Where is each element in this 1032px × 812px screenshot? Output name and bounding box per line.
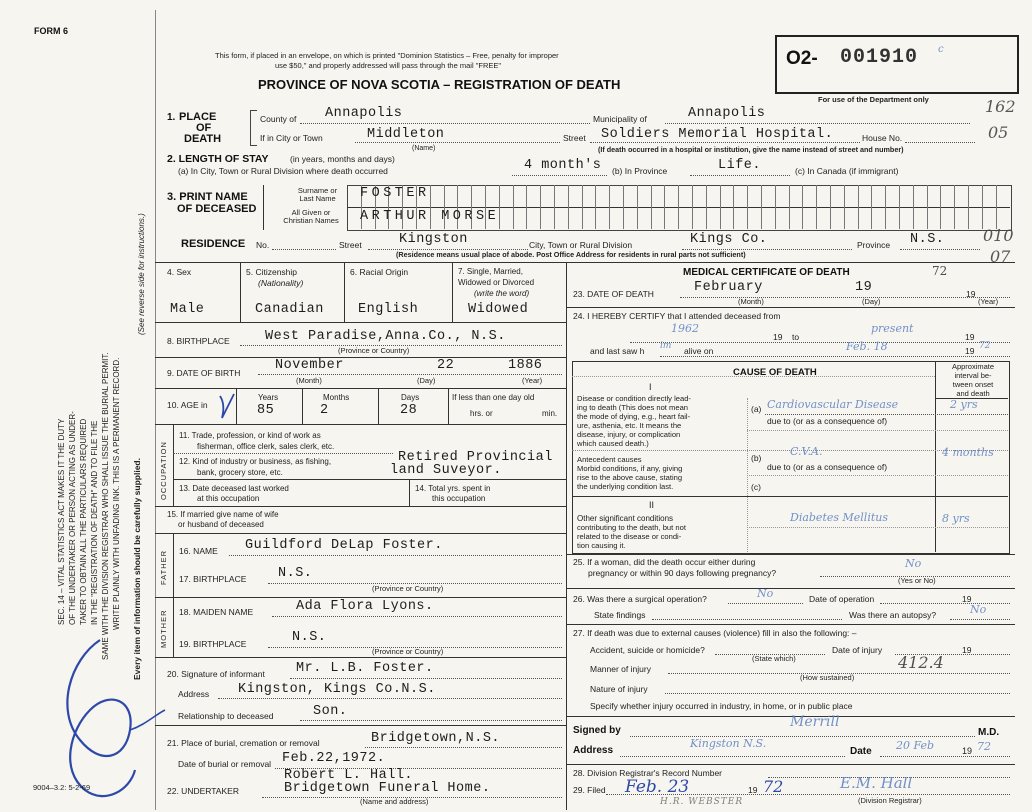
name-grid-divider <box>775 185 776 229</box>
place-num: 1. <box>167 112 176 123</box>
father-birthplace-label: 17. BIRTHPLACE <box>179 574 247 584</box>
q27-accident-label: Accident, suicide or homicide? <box>590 645 705 655</box>
envelope-note-2: use $50," and properly addressed will pass through the mail "FREE" <box>275 61 502 70</box>
name-grid-divider <box>899 185 900 229</box>
cause-b-interval: 4 months <box>942 446 994 459</box>
given-value: ARTHUR MORSE <box>360 209 500 224</box>
residence-street-value: Kingston <box>399 232 468 247</box>
side-note-4: IN THE "REGISTRATION OF DEATH" AND TO FILE THE <box>90 420 99 625</box>
dob-day: 22 <box>437 358 455 373</box>
cause-a-label: (a) <box>751 404 762 414</box>
other-label-2: contributing to the death, but not <box>577 523 686 532</box>
name-grid-divider <box>761 185 762 229</box>
medical-title: MEDICAL CERTIFICATE OF DEATH <box>683 267 850 278</box>
spouse-label-2: or husband of deceased <box>178 520 264 529</box>
q27-state-note: (State which) <box>752 654 796 663</box>
residence-province-value: N.S. <box>910 232 945 247</box>
last-saw-date: Feb. 18 <box>846 340 888 353</box>
last-saw-year: 72 <box>979 341 991 351</box>
handwritten-scribble-icon <box>30 620 170 800</box>
name-grid-divider <box>927 185 928 229</box>
name-grid-divider <box>526 185 527 229</box>
q26-label: 26. Was there a surgical operation? <box>573 594 707 604</box>
name-grid-divider <box>996 185 997 229</box>
birthplace-note: (Province or Country) <box>338 346 410 355</box>
age-months: 2 <box>320 403 329 418</box>
interval-label-2: interval be- <box>954 371 992 380</box>
father-side-label: FATHER <box>159 549 168 585</box>
residence-label: RESIDENCE <box>181 238 246 250</box>
residence-city-label: City, Town or Rural Division <box>529 240 633 250</box>
name-grid-divider <box>637 185 638 229</box>
mother-maiden-label: 18. MAIDEN NAME <box>179 607 254 617</box>
signature-year-prefix: 19 <box>962 746 973 756</box>
city-label: If in City or Town <box>260 133 323 143</box>
division-filed-year-prefix: 19 <box>748 785 758 795</box>
q27-nature-label: Nature of injury <box>590 684 648 694</box>
racial-label: 6. Racial Origin <box>350 267 409 277</box>
residence-note: (Residence means usual place of abode. Post Office Address for residents in rural parts not sufficient) <box>396 250 746 259</box>
sex-value: Male <box>170 302 205 317</box>
name-grid-divider <box>747 185 748 229</box>
name-grid-divider <box>871 185 872 229</box>
name-grid-divider <box>733 185 734 229</box>
burial-date: Feb.22,1972. <box>282 751 386 766</box>
marital-value: Widowed <box>468 302 529 317</box>
certify-label: 24. I HEREBY CERTIFY that I attended deceased from <box>573 311 781 321</box>
alive-on-label: alive on <box>684 346 714 356</box>
stay-label-note: (in years, months and days) <box>290 154 395 164</box>
name-grid-divider <box>513 185 514 229</box>
antecedent-label-2: Morbid conditions, if any, giving <box>577 464 683 473</box>
q27-year-prefix: 19 <box>962 645 972 655</box>
name-grid-divider <box>582 185 583 229</box>
side-note-1: SEC. 14 – VITAL STATISTICS ACT MAKES IT THE DUTY <box>57 418 66 625</box>
mother-birthplace-note: (Province or Country) <box>372 647 444 656</box>
signature-date: 20 Feb <box>896 739 935 752</box>
q25-label-2: pregnancy or within 90 days following pregnancy? <box>588 568 777 578</box>
cause-b-label: (b) <box>751 453 762 463</box>
name-grid-divider <box>595 185 596 229</box>
informant-name: Mr. L.B. Foster. <box>296 661 434 676</box>
name-grid-divider <box>816 185 817 229</box>
other-label-3: related to the disease or condi- <box>577 532 682 541</box>
interval-label-4: and death <box>956 389 990 398</box>
mother-maiden: Ada Flora Lyons. <box>296 599 434 614</box>
street-label: Street <box>563 133 586 143</box>
department-mark-1: 162 <box>985 97 1016 116</box>
q25-note: (Yes or No) <box>898 576 936 585</box>
father-birthplace: N.S. <box>278 566 313 581</box>
age-label: 10. AGE in <box>167 400 208 410</box>
burial-place: Bridgetown,N.S. <box>371 731 501 746</box>
relationship-label: Relationship to deceased <box>178 711 274 721</box>
q26-findings-label: State findings <box>594 610 646 620</box>
due-to-a: due to (or as a consequence of) <box>767 416 888 426</box>
birthplace-label: 8. BIRTHPLACE <box>167 336 230 346</box>
death-day: 19 <box>855 280 873 295</box>
citizenship-label: 5. Citizenship <box>246 267 298 277</box>
side-note-6: WRITE PLAINLY WITH UNFADING INK. THIS IS A PERMANENT RECORD. <box>112 357 121 630</box>
md-label: M.D. <box>978 727 1000 738</box>
name-grid-divider <box>664 185 665 229</box>
name-grid-divider <box>858 185 859 229</box>
cause-part-2: II <box>649 500 655 510</box>
division-registrar-signature: E.M. Hall <box>840 774 913 792</box>
side-note-2: OF THE UNDERTAKER OR PERSON ACTING AS UNDER- <box>68 411 77 625</box>
department-mark-4: 07 <box>990 247 1011 266</box>
q27-sustained-note: (How sustained) <box>800 673 855 682</box>
less-than-day-label: If less than one day old <box>452 393 535 402</box>
death-year-note: (Year) <box>978 297 999 306</box>
residence-no-label: No. <box>256 240 270 250</box>
antecedent-label-3: rise to the above cause, stating <box>577 473 683 482</box>
form-code: 9004–3.2: 5-2-69 <box>33 783 91 792</box>
name-label-2: OF DECEASED <box>177 203 257 215</box>
q27-code: 412.4 <box>898 653 944 672</box>
age-years: 85 <box>257 403 275 418</box>
sex-label: 4. Sex <box>167 267 192 277</box>
occupation-side-label: OCCUPATION <box>159 441 168 500</box>
q26-date-label: Date of operation <box>809 594 875 604</box>
name-grid-divider <box>568 185 569 229</box>
given-label: All Given or Christian Names <box>283 208 339 226</box>
form-label: FORM 6 <box>34 26 69 36</box>
department-use-note: For use of the Department only <box>818 95 929 104</box>
hrs-label: hrs. or <box>470 409 493 418</box>
other-interval: 8 yrs <box>942 512 970 525</box>
dob-month: November <box>275 358 344 373</box>
place-label-2: OF <box>196 122 212 134</box>
name-grid-divider <box>692 185 693 229</box>
signed-by-label: Signed by <box>573 725 621 736</box>
name-grid-divider <box>802 185 803 229</box>
total-years-label-1: 14. Total yrs. spent in <box>415 484 491 493</box>
residence-province-label: Province <box>857 240 891 250</box>
name-grid-divider <box>609 185 610 229</box>
name-grid-divider <box>623 185 624 229</box>
racial-value: English <box>358 302 419 317</box>
name-grid-divider <box>678 185 679 229</box>
name-grid-divider <box>720 185 721 229</box>
side-note-5: SAME WITH THE DIVISION REGISTRAR WHO SHALL ISSUE THE BURIAL PERMIT. <box>101 352 110 660</box>
name-grid-divider <box>885 185 886 229</box>
attend-from: 1962 <box>671 322 699 335</box>
q26-autopsy-label: Was there an autopsy? <box>849 610 937 620</box>
signature-year: 72 <box>977 740 991 753</box>
citizenship-note: (Nationality) <box>258 278 304 288</box>
street-value: Soldiers Memorial Hospital. <box>601 127 834 142</box>
name-label-1: 3. PRINT NAME <box>167 191 248 203</box>
residence-city-value: Kings Co. <box>690 232 768 247</box>
q26-autopsy-value: No <box>970 603 987 616</box>
disease-label-4: ure, asthenia, etc. It means the <box>577 421 682 430</box>
interval-label-1: Approximate <box>951 362 995 371</box>
bottom-signature: H.R. WEBSTER <box>660 797 744 807</box>
trade-label-1: 11. Trade, profession, or kind of work as <box>179 431 321 440</box>
stay-city-value: 4 month's <box>524 158 602 173</box>
months-label: Months <box>323 393 350 402</box>
father-name: Guildford DeLap Foster. <box>245 538 443 553</box>
spouse-label-1: 15. If married give name of wife <box>167 510 279 519</box>
undertaker-note: (Name and address) <box>360 797 429 806</box>
name-grid-divider <box>913 185 914 229</box>
burial-label: 21. Place of burial, cremation or removal <box>167 738 320 748</box>
division-filed-label: 29. Filed <box>573 785 606 795</box>
division-filed-date: Feb. 23 <box>625 777 690 797</box>
cause-a-interval: 2 yrs <box>950 398 978 411</box>
due-to-b: due to (or as a consequence of) <box>767 462 888 472</box>
county-value: Annapolis <box>325 106 403 121</box>
dob-year: 1886 <box>508 358 543 373</box>
q27-injury-date-label: Date of injury <box>832 645 883 655</box>
side-note-see-reverse: (See reverse side for instructions.) <box>137 213 146 335</box>
informant-address: Kingston, Kings Co.N.S. <box>238 682 436 697</box>
industry-label-2: bank, grocery store, etc. <box>197 468 283 477</box>
name-grid-divider <box>651 185 652 229</box>
name-grid-divider <box>830 185 831 229</box>
mother-birthplace-label: 19. BIRTHPLACE <box>179 639 247 649</box>
disease-label-1: Disease or condition directly lead- <box>577 394 691 403</box>
last-worked-label-2: at this occupation <box>197 494 260 503</box>
mother-birthplace: N.S. <box>292 630 327 645</box>
department-mark-3: 010 <box>983 226 1014 245</box>
name-grid-divider <box>968 185 969 229</box>
disease-label-2: ing to death (This does not mean <box>577 403 689 412</box>
residence-street-label: Street <box>339 240 362 250</box>
name-grid-divider <box>706 185 707 229</box>
undertaker-business: Bridgetown Funeral Home. <box>284 781 491 796</box>
municipality-value: Annapolis <box>688 106 766 121</box>
occupation-value-2: land Suveyor. <box>390 463 502 478</box>
burial-date-label: Date of burial or removal <box>178 759 272 769</box>
municipality-label: Municipality of <box>593 114 647 124</box>
form-title: PROVINCE OF NOVA SCOTIA – REGISTRATION OF DEATH <box>258 77 621 92</box>
registration-mark: c <box>938 44 944 55</box>
q26-year-prefix: 19 <box>962 594 972 604</box>
death-year: 72 <box>932 264 948 278</box>
undertaker-label: 22. UNDERTAKER <box>167 786 239 796</box>
place-bracket <box>250 110 257 146</box>
attend-to-label: to <box>792 332 800 342</box>
division-filed-year: 72 <box>763 777 784 796</box>
name-grid-divider <box>954 185 955 229</box>
city-value: Middleton <box>367 127 445 142</box>
name-grid-divider <box>789 185 790 229</box>
other-label-1: Other significant conditions <box>577 514 674 523</box>
attend-to: present <box>871 322 914 335</box>
informant-label: 20. Signature of informant <box>167 669 265 679</box>
side-note-3: TAKER TO OBTAIN ALL THE PARTICULARS REQUIRED <box>79 418 88 625</box>
stay-canada-label: (c) In Canada (if immigrant) <box>795 166 899 176</box>
q25-value: No <box>905 557 922 570</box>
last-worked-label-1: 13. Date deceased last worked <box>179 484 289 493</box>
citizenship-value: Canadian <box>255 302 324 317</box>
age-checkmark-icon <box>216 390 236 422</box>
cause-b-value: C.V.A. <box>790 445 823 458</box>
total-years-label-2: this occupation <box>432 494 486 503</box>
mother-side-label: MOTHER <box>159 609 168 648</box>
death-month: February <box>694 280 763 295</box>
division-registrar-note: (Division Registrar) <box>858 796 922 805</box>
cause-part-1: I <box>649 382 652 392</box>
last-saw-label: and last saw h <box>590 346 645 356</box>
years-label: Years <box>258 393 279 402</box>
name-grid-divider <box>554 185 555 229</box>
house-label: House No. <box>862 133 903 143</box>
cause-c-label: (c) <box>751 482 761 492</box>
registration-number: 001910 <box>840 46 919 69</box>
q26-value: No <box>757 587 774 600</box>
disease-label-6: which caused death.) <box>577 439 649 448</box>
q27-specify-label: Specify whether injury occurred in industry, in home, or in public place <box>590 701 853 711</box>
county-label: County of <box>260 114 297 124</box>
antecedent-label-1: Antecedent causes <box>577 455 642 464</box>
marital-label-2: Widowed or Divorced <box>458 278 535 287</box>
signature-address: Kingston N.S. <box>690 737 767 750</box>
age-days: 28 <box>400 403 418 418</box>
hospital-note: (If death occurred in a hospital or institution, give the name instead of street and number) <box>598 145 904 154</box>
dob-label: 9. DATE OF BIRTH <box>167 368 241 378</box>
registration-prefix: O2- <box>786 48 818 69</box>
birthplace-value: West Paradise,Anna.Co., N.S. <box>265 329 506 344</box>
death-year-prefix: 19 <box>966 289 976 299</box>
signature-date-label: Date <box>850 746 872 757</box>
undertaker-name: Robert L. Hall. <box>284 768 414 783</box>
death-month-note: (Month) <box>738 297 764 306</box>
other-value: Diabetes Mellitus <box>790 511 888 524</box>
occupation-value-1: Retired Provincial <box>398 450 553 465</box>
place-label-1: PLACE <box>179 111 217 123</box>
dob-year-note: (Year) <box>522 376 543 385</box>
stay-label: 2. LENGTH OF STAY <box>167 153 269 165</box>
q27-manner-label: Manner of injury <box>590 664 651 674</box>
place-label-3: DEATH <box>184 133 222 145</box>
name-grid-divider <box>844 185 845 229</box>
name-grid-divider <box>940 185 941 229</box>
informant-address-label: Address <box>178 689 210 699</box>
dob-month-note: (Month) <box>296 376 322 385</box>
stay-province-label: (b) In Province <box>612 166 668 176</box>
name-grid-divider <box>982 185 983 229</box>
signed-by-value: Merrill <box>790 714 840 730</box>
side-note-every-item: Every item of information should be carefully supplied. <box>132 458 142 680</box>
city-name-note: (Name) <box>412 145 436 152</box>
death-day-note: (Day) <box>862 297 881 306</box>
division-record-label: 28. Division Registrar's Record Number <box>573 768 723 778</box>
envelope-note: This form, if placed in an envelope, on which is printed "Dominion Statistics – Free, penalty for improper <box>215 51 559 60</box>
cause-a-value: Cardiovascular Disease <box>767 398 899 411</box>
antecedent-label-4: the underlying condition last. <box>577 482 674 491</box>
marital-label-3: (write the word) <box>474 289 530 298</box>
last-saw-fill: im <box>660 341 672 351</box>
disease-label-5: disease, injury, or complication <box>577 430 681 439</box>
death-date-label: 23. DATE OF DEATH <box>573 289 654 299</box>
cause-title: CAUSE OF DEATH <box>733 367 817 378</box>
dob-day-note: (Day) <box>417 376 436 385</box>
father-name-label: 16. NAME <box>179 546 218 556</box>
signature-address-label: Address <box>573 745 614 756</box>
last-saw-year-prefix: 19 <box>965 346 975 356</box>
attend-to-year-prefix: 19 <box>965 332 975 342</box>
father-birthplace-note: (Province or Country) <box>372 584 444 593</box>
industry-label-1: 12. Kind of industry or business, as fishing, <box>179 457 332 466</box>
attend-from-year-prefix: 19 <box>773 332 783 342</box>
q27-label: 27. If death was due to external causes (violence) fill in also the following: – <box>573 628 857 638</box>
department-mark-2: 05 <box>988 123 1009 142</box>
other-label-4: tion causing it. <box>577 541 626 550</box>
q25-label-1: 25. If a woman, did the death occur either during <box>573 557 756 567</box>
days-label: Days <box>401 393 420 402</box>
marital-label-1: 7. Single, Married, <box>458 267 523 276</box>
name-grid-divider <box>540 185 541 229</box>
stay-province-value: Life. <box>718 158 762 173</box>
min-label: min. <box>542 409 558 418</box>
disease-label-3: the mode of dying, e.g., heart fail- <box>577 412 691 421</box>
stay-city-label: (a) In City, Town or Rural Division where death occurred <box>178 166 388 176</box>
surname-value: FOSTER <box>360 186 430 201</box>
trade-label-2: fisherman, office clerk, sales clerk, etc. <box>197 442 335 451</box>
interval-label-3: tween onset <box>952 380 994 389</box>
relationship-value: Son. <box>313 704 348 719</box>
surname-label: Surname or Last Name <box>297 186 338 204</box>
